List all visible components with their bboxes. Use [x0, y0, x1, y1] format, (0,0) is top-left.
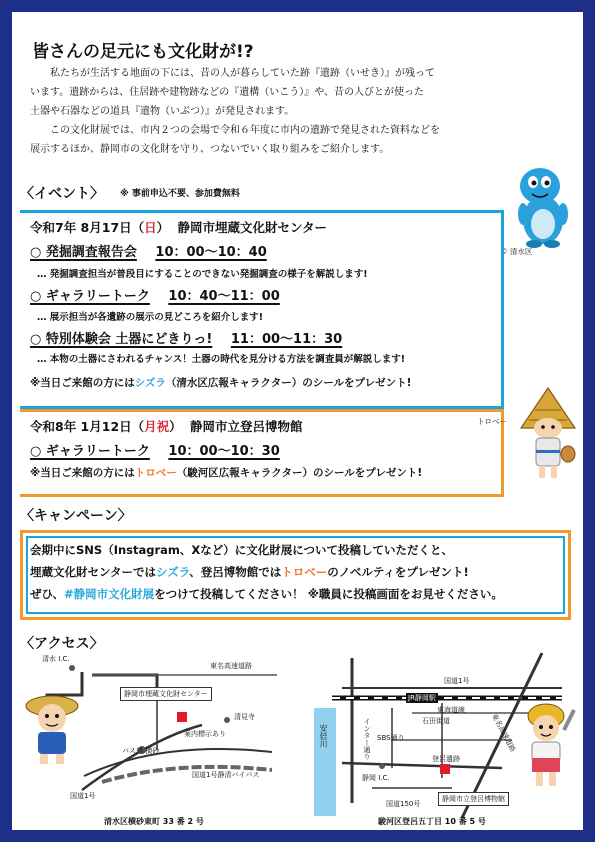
map-label-tomei: 東名高速道路: [210, 662, 252, 670]
page-title: 皆さんの足元にも文化財が!?: [32, 42, 254, 62]
map-label-center: 静岡市埋蔵文化財センター: [120, 687, 212, 701]
character-name: トロベー: [281, 565, 328, 579]
campaign-text-part: のノベルティをプレゼント!: [327, 565, 469, 579]
map-label-ishida: 石田街道: [422, 717, 450, 725]
program-title: ○ 特別体験会 土器にどきりっ!: [30, 332, 213, 347]
torobe-label: トロベー: [477, 417, 507, 426]
present-note-1: [30, 375, 411, 390]
venue-text: 静岡市立登呂博物館: [190, 419, 303, 434]
map-label-shizuoka-ic: 静岡 I.C.: [362, 774, 390, 782]
intro-text: [30, 64, 570, 159]
map-label-seikenji: 清見寺: [234, 713, 255, 721]
map-label-museum: 静岡市立登呂博物館: [438, 792, 509, 806]
character-name: シズラ: [134, 377, 166, 389]
program-1: [30, 241, 267, 260]
map-label-shimizu-ic: 清水 I.C.: [42, 655, 70, 663]
map-label-abe-river: 安倍川: [319, 724, 328, 748]
flyer-page: [12, 12, 583, 830]
shizura-character: [510, 162, 580, 252]
map-label-route150: 国道150号: [386, 800, 421, 808]
program-desc: … 発掘調査担当が普段目にすることのできない発掘調査の様子を解説します!: [37, 269, 368, 280]
girl-character: [520, 700, 576, 794]
present-note-2: [30, 465, 422, 480]
program-4: [30, 440, 280, 459]
date-close: ）: [169, 419, 182, 434]
program-title: ○ 発掘調査報告会: [30, 245, 137, 260]
copyright-text: © 清水区: [500, 247, 533, 256]
present-text: ※当日ご来館の方には: [30, 467, 135, 479]
map-label-bypass: 国道1号静清バイパス: [192, 771, 260, 779]
intro-line: 私たちが生活する地面の下には、昔の人が暮らしていた跡『遺跡（いせき）』が残って: [50, 68, 435, 79]
map-label-station: JR静岡駅: [408, 694, 436, 702]
date-text: 令和7年 8月17日（: [30, 220, 145, 235]
campaign-text-part: 埋蔵文化財センターでは: [30, 565, 157, 579]
campaign-heading: 〈キャンペーン〉: [20, 508, 132, 524]
map-label-route1: 国道1号: [444, 677, 470, 685]
day-text: 日: [144, 220, 157, 235]
present-text: （駿河区広報キャラクター）のシールをプレゼント!: [176, 467, 423, 479]
hashtag: #静岡市文化財展: [64, 587, 155, 601]
date-close: ）: [156, 220, 170, 235]
events-heading: 〈イベント〉: [20, 186, 104, 202]
map-label-route1: 国道1号: [70, 792, 96, 800]
present-text: ※当日ご来館の方には: [30, 377, 135, 389]
map-label-bus: バス停 横砂: [122, 747, 160, 755]
day-text: 月祝: [144, 419, 170, 434]
campaign-text-part: 、登呂博物館では: [189, 565, 282, 579]
intro-line: 展示するほか、静岡市の文化財を守り、つないでいく取り組みをご紹介します。: [30, 144, 390, 155]
campaign-line: [30, 583, 570, 605]
program-time: 10：00～10：30: [168, 444, 280, 459]
character-name: トロベー: [134, 467, 177, 479]
intro-line: 土器や石器などの道具『遺物（いぶつ）』が発見されます。: [30, 106, 295, 117]
program-title: ○ ギャラリートーク: [30, 289, 150, 304]
campaign-line: [30, 561, 570, 583]
campaign-text-part: ぜひ、: [30, 587, 65, 601]
address-shimizu: 清水区横砂東町 33 番 2 号: [104, 817, 204, 826]
map-label-highway: 東名高速道路: [490, 712, 517, 754]
map-label-toro-site: 登呂遺跡: [432, 755, 460, 763]
boy-character: [24, 688, 84, 768]
map-label-sign: 案内標示あり: [184, 730, 226, 738]
program-2: [30, 285, 280, 304]
date-text: 令和8年 1月12日（: [30, 419, 145, 434]
event-1-date: [30, 218, 327, 236]
character-name: シズラ: [156, 565, 190, 579]
campaign-line: 会期中にSNS（Instagram、Xなど）に文化財展について投稿していただくと、: [30, 543, 454, 557]
address-suruga: 駿河区登呂五丁目 10 番 5 号: [378, 817, 486, 826]
map-label-tokaido: 東海道線: [437, 706, 465, 714]
program-3: [30, 328, 342, 347]
intro-line: この文化財展では、市内２つの会場で令和６年度に市内の遺跡で発見された資料などを: [50, 125, 440, 136]
program-title: ○ ギャラリートーク: [30, 444, 150, 459]
access-heading: 〈アクセス〉: [20, 636, 104, 652]
program-desc: … 本物の土器にさわれるチャンス！土器の時代を見分ける方法を調査員が解説します!: [37, 354, 406, 365]
intro-line: います。遺跡からは、住居跡や建物跡などの『遺構（いこう）』や、昔の人びとが使った: [30, 87, 424, 98]
program-time: 10：40～11：00: [168, 289, 280, 304]
event-2-date: [30, 417, 303, 435]
map-label-inter-dori: インター通り: [363, 718, 371, 760]
venue-text: 静岡市埋蔵文化財センター: [177, 220, 328, 235]
program-desc: … 展示担当が各遺跡の展示の見どころを紹介します!: [37, 312, 264, 323]
present-text: （清水区広報キャラクター）のシールをプレゼント!: [165, 377, 412, 389]
map-label-sbs: SBS通り: [377, 734, 405, 742]
campaign-text: [30, 539, 570, 605]
campaign-text-part: をつけて投稿してください！ ※職員に投稿画面をお見せください。: [154, 587, 503, 601]
program-time: 11：00～11：30: [230, 332, 343, 347]
program-time: 10：00～10：40: [155, 245, 267, 260]
events-note: ※ 事前申込不要、参加費無料: [120, 189, 240, 199]
torobe-character: [517, 384, 579, 486]
